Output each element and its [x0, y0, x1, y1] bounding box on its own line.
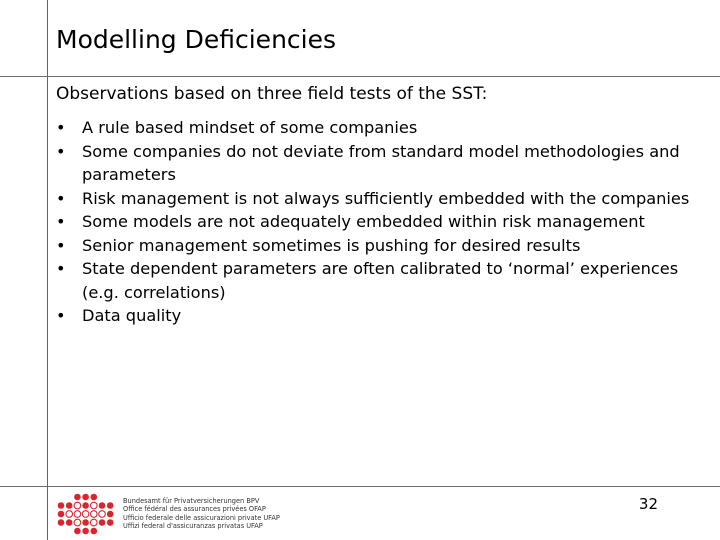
- logo-dot: [99, 519, 106, 526]
- logo-dot: [66, 519, 73, 526]
- logo-dot: [107, 519, 114, 526]
- logo-dot: [74, 519, 81, 526]
- logo-dot: [58, 511, 65, 518]
- footer-divider: [0, 486, 720, 487]
- bullet-item: • Some models are not adequately embedded within risk management: [56, 210, 716, 234]
- logo-dot: [66, 502, 73, 509]
- logo-dot: [91, 502, 98, 509]
- logo-dot: [107, 511, 114, 518]
- logo-dot: [82, 519, 89, 526]
- logo-dot: [107, 502, 114, 509]
- logo-dot: [82, 502, 89, 509]
- logo-dot: [91, 511, 98, 518]
- bullet-item: • State dependent parameters are often calibrated to ‘normal’ experiences (e.g. correlations): [56, 257, 716, 304]
- red-dot-cross-logo-icon: [56, 492, 116, 536]
- logo-dot: [58, 502, 65, 509]
- bullet-item: • Risk management is not always sufficiently embedded with the companies: [56, 187, 716, 211]
- slide-intro: Observations based on three field tests of the SST:: [56, 84, 488, 104]
- logo-dot: [99, 511, 106, 518]
- bullet-item: • Senior management sometimes is pushing for desired results: [56, 234, 716, 258]
- logo-dot: [58, 519, 65, 526]
- logo-dot: [66, 511, 73, 518]
- org-line-french: Office fédéral des assurances privées OFAP: [123, 505, 266, 514]
- org-line-romansh: Uffizi federal d'assicuranzas privatas UFAP: [123, 521, 263, 530]
- title-divider: [0, 76, 720, 77]
- org-line-german: Bundesamt für Privatversicherungen BPV: [123, 497, 260, 505]
- org-line-italian: Ufficio federale delle assicurazioni private UFAP: [123, 513, 280, 522]
- logo-dot: [74, 528, 81, 535]
- logo-dot: [82, 511, 89, 518]
- logo-dot: [82, 494, 89, 501]
- bullet-item: • Some companies do not deviate from standard model methodologies and parameters: [56, 140, 716, 187]
- logo-dot: [82, 528, 89, 535]
- bullet-item: • A rule based mindset of some companies: [56, 116, 716, 140]
- vertical-accent-line: [47, 0, 48, 540]
- organization-name-block: [123, 497, 280, 530]
- logo-dot: [91, 494, 98, 501]
- logo-dot: [91, 528, 98, 535]
- logo-dot: [74, 511, 81, 518]
- logo-dot: [74, 502, 81, 509]
- logo-dot: [74, 494, 81, 501]
- bullet-list: [56, 116, 716, 328]
- logo-dot: [99, 502, 106, 509]
- logo-dot: [91, 519, 98, 526]
- bullet-item: • Data quality: [56, 304, 716, 328]
- slide-title: Modelling Deficiencies: [56, 25, 337, 54]
- page-number: 32: [638, 495, 658, 513]
